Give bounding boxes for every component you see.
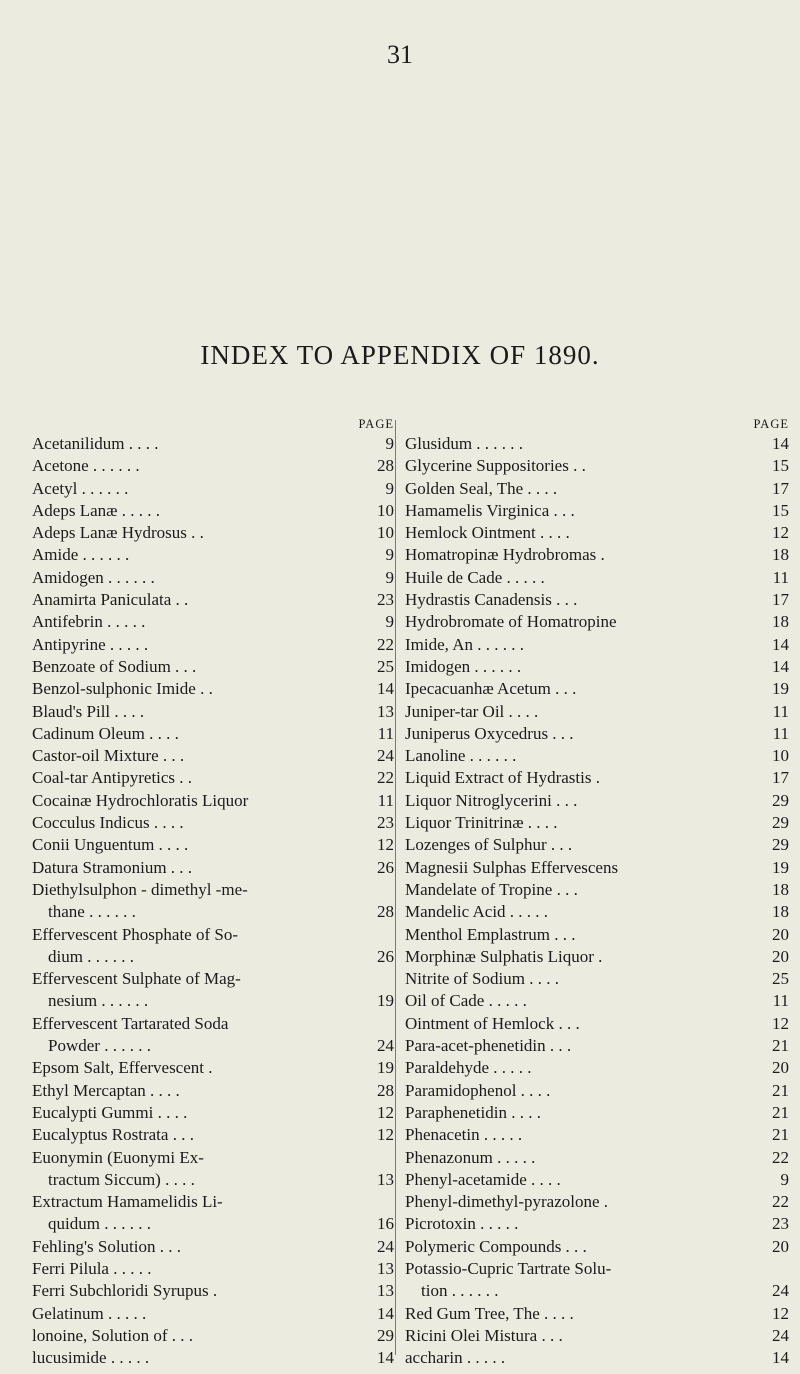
index-entry [32,678,394,700]
entry-text: Liquor Trinitrinæ . . . . [405,813,558,833]
entry-page: 28 [377,902,394,922]
entry-text: Acetyl . . . . . . [32,478,129,498]
entry-page: 13 [377,1169,394,1189]
entry-text: Ointment of Hemlock . . . [405,1013,580,1033]
index-entry [32,812,394,834]
entry-text: Lozenges of Sulphur . . . [405,835,573,855]
entry-text: Powder . . . . . . [48,1036,151,1056]
entry-page: 12 [377,835,394,855]
entry-page: 20 [772,946,789,966]
entry-text: Morphinæ Sulphatis Liquor . [405,946,603,966]
index-entry [405,924,789,946]
entry-text: Hydrastis Canadensis . . . [405,590,578,610]
entry-text: Glusidum . . . . . . [405,434,524,453]
index-entry [405,1280,789,1302]
entry-page: 13 [377,701,394,721]
index-entry [405,1169,789,1191]
entry-page: 14 [772,434,789,453]
entry-page: 22 [772,1192,789,1212]
index-entry [32,701,394,723]
index-title: INDEX TO APPENDIX OF 1890. [200,340,600,370]
index-entry [405,1057,789,1079]
entry-text: Datura Stramonium . . . [32,857,193,877]
index-entry [405,1325,789,1347]
entry-text: Mandelic Acid . . . . . [405,902,549,922]
entry-page: 26 [377,857,394,877]
index-entry [405,634,789,656]
entry-page: 11 [772,723,789,743]
entry-text: Menthol Emplastrum . . . [405,924,576,944]
entry-page: 11 [377,790,394,810]
entry-text: Effervescent Tartarated Soda [32,1013,229,1033]
entry-text: Hydrobromate of Homatropine [405,612,617,632]
entry-text: Para-acet-phenetidin . . . [405,1036,572,1056]
entry-text: Adeps Lanæ . . . . . [32,500,160,520]
entry-page: 23 [377,590,394,610]
entry-text: Ferri Subchloridi Syrupus . [32,1281,218,1301]
entry-text: Phenyl-acetamide . . . . [405,1169,561,1189]
index-entry [32,1213,394,1235]
entry-text: Cocainæ Hydrochloratis Liquor [32,790,249,810]
entry-text: Acetanilidum . . . . [32,434,159,453]
entry-page: 29 [377,1325,394,1345]
index-entry [32,745,394,767]
index-entry [405,611,789,633]
entry-page: 10 [772,746,789,766]
entry-text: Cadinum Oleum . . . . [32,723,179,743]
index-entry [32,723,394,745]
index-entry [32,857,394,879]
entry-text: Antifebrin . . . . . [32,612,146,632]
page-number: 31 [387,40,413,69]
entry-page: 11 [772,567,789,587]
entry-text: Paraldehyde . . . . . [405,1058,532,1078]
entry-page: 19 [772,679,789,699]
entry-page: 18 [772,879,789,899]
entry-page: 18 [772,902,789,922]
entry-page: 24 [377,746,394,766]
entry-page: 17 [772,768,789,788]
entry-text: Juniperus Oxycedrus . . . [405,723,574,743]
entry-text: tion . . . . . . [421,1281,499,1301]
entry-page: 17 [772,478,789,498]
entry-text: Effervescent Sulphate of Mag- [32,969,241,989]
index-entry [405,1258,789,1280]
index-entry [405,857,789,879]
entry-text: Picrotoxin . . . . . [405,1214,519,1234]
index-entry [405,901,789,923]
entry-page: 18 [772,612,789,632]
entry-text: Fehling's Solution . . . [32,1236,181,1256]
entry-page: 9 [385,567,394,587]
entry-text: thane . . . . . . [48,902,136,922]
entry-text: Liquid Extract of Hydrastis . [405,768,600,788]
index-entry [32,879,394,901]
entry-page: 14 [772,1348,789,1368]
entry-page: 23 [772,1214,789,1234]
entry-text: Castor-oil Mixture . . . [32,746,185,766]
entry-text: Paraphenetidin . . . . [405,1102,541,1122]
index-entry [32,924,394,946]
index-entry [405,1080,789,1102]
entry-text: quidum . . . . . . [48,1214,151,1234]
entry-page: 25 [772,969,789,989]
index-entry [405,1347,789,1369]
index-entry [32,1303,394,1325]
index-entry [32,1057,394,1079]
entry-page: 12 [377,1125,394,1145]
entry-page: 15 [772,456,789,476]
index-entry [405,968,789,990]
entry-text: tractum Siccum) . . . . [48,1169,195,1189]
index-entry [405,1035,789,1057]
entry-text: Potassio-Cupric Tartrate Solu- [405,1258,612,1278]
index-entry [32,1191,394,1213]
index-entry [32,567,394,589]
entry-page: 20 [772,924,789,944]
page-column-label: PAGE [753,417,789,431]
index-entry [32,478,394,500]
index-entry [405,1191,789,1213]
index-entry [32,455,394,477]
index-entry [32,522,394,544]
index-entry [405,589,789,611]
entry-text: Blaud's Pill . . . . [32,701,145,721]
entry-text: Eucalypti Gummi . . . . [32,1102,188,1122]
index-entry [405,1147,789,1169]
entry-page: 21 [772,1125,789,1145]
entry-page: 12 [772,523,789,543]
entry-page: 10 [377,500,394,520]
entry-page: 29 [772,835,789,855]
entry-text: Hamamelis Virginica . . . [405,500,575,520]
entry-text: Polymeric Compounds . . . [405,1236,587,1256]
entry-text: Conii Unguentum . . . . [32,835,189,855]
index-entry [32,656,394,678]
entry-text: Golden Seal, The . . . . [405,478,558,498]
entry-page: 13 [377,1258,394,1278]
entry-text: Juniper-tar Oil . . . . [405,701,539,721]
index-entry [405,990,789,1012]
index-entry [32,946,394,968]
entry-text: Adeps Lanæ Hydrosus . . [32,523,204,543]
entry-page: 22 [377,634,394,654]
entry-text: Magnesii Sulphas Effervescens [405,857,619,877]
index-entry [32,1169,394,1191]
entry-text: Oil of Cade . . . . . [405,991,527,1011]
index-entry [405,946,789,968]
entry-text: Mandelate of Tropine . . . [405,879,578,899]
entry-page: 21 [772,1080,789,1100]
index-entry [405,834,789,856]
entry-text: Coal-tar Antipyretics . . [32,768,193,788]
index-entry [32,1258,394,1280]
index-entry [32,1035,394,1057]
index-entry [405,656,789,678]
page-column-label: PAGE [358,417,394,431]
entry-text: Antipyrine . . . . . [32,634,149,654]
entry-page: 12 [772,1303,789,1323]
entry-text: Huile de Cade . . . . . [405,567,545,587]
entry-text: Anamirta Paniculata . . [32,590,189,610]
entry-page: 12 [772,1013,789,1033]
index-entry [405,433,789,455]
index-entry [32,634,394,656]
entry-page: 11 [772,701,789,721]
entry-text: Ipecacuanhæ Acetum . . . [405,679,577,699]
entry-text: Gelatinum . . . . . [32,1303,147,1323]
entry-text: Paramidophenol . . . . [405,1080,551,1100]
column-divider [395,420,396,1355]
entry-text: Ferri Pilula . . . . . [32,1258,152,1278]
index-entry [32,544,394,566]
entry-text: Homatropinæ Hydrobromas . [405,545,605,565]
entry-page: 10 [377,523,394,543]
entry-text: Benzoate of Sodium . . . [32,656,197,676]
entry-page: 9 [385,612,394,632]
entry-page: 9 [385,478,394,498]
index-entry [405,1013,789,1035]
entry-page: 16 [377,1214,394,1234]
entry-page: 14 [772,634,789,654]
index-entry [32,1280,394,1302]
entry-page: 9 [385,545,394,565]
entry-text: Red Gum Tree, The . . . . [405,1303,574,1323]
entry-text: Phenazonum . . . . . [405,1147,536,1167]
entry-page: 22 [377,768,394,788]
index-entry [405,567,789,589]
entry-page: 28 [377,1080,394,1100]
entry-text: Liquor Nitroglycerini . . . [405,790,578,810]
entry-text: Diethylsulphon - dimethyl -me- [32,879,248,899]
index-entry [405,1303,789,1325]
entry-text: Hemlock Ointment . . . . [405,523,570,543]
entry-text: nesium . . . . . . [48,991,149,1011]
index-entry [32,1347,394,1369]
entry-page: 24 [772,1325,789,1345]
entry-page: 15 [772,500,789,520]
entry-page: 24 [377,1236,394,1256]
entry-text: Phenacetin . . . . . [405,1125,523,1145]
index-entry [32,1102,394,1124]
entry-page: 26 [377,946,394,966]
entry-text: Extractum Hamamelidis Li- [32,1192,223,1212]
index-entry [32,1080,394,1102]
index-entry [405,544,789,566]
index-entry [405,879,789,901]
right-column [405,418,789,1369]
entry-page: 19 [772,857,789,877]
index-entry [405,1124,789,1146]
index-entry [405,455,789,477]
index-entry [405,1213,789,1235]
index-entry [32,433,394,455]
index-entry [405,522,789,544]
left-entries [32,433,394,1369]
entry-page: 25 [377,656,394,676]
entry-page: 14 [772,656,789,676]
entry-page: 19 [377,1058,394,1078]
entry-page: 20 [772,1058,789,1078]
entry-text: accharin . . . . . [405,1348,506,1368]
index-entry [405,812,789,834]
left-column [32,418,394,1369]
index-entry [32,968,394,990]
index-entry [32,990,394,1012]
entry-text: Acetone . . . . . . [32,456,140,476]
entry-text: Eucalyptus Rostrata . . . [32,1125,194,1145]
entry-page: 11 [377,723,394,743]
entry-page: 12 [377,1102,394,1122]
index-entry [405,701,789,723]
entry-text: lonoine, Solution of . . . [32,1325,194,1345]
index-entry [32,790,394,812]
entry-page: 24 [772,1281,789,1301]
index-entry [405,790,789,812]
entry-page: 11 [772,991,789,1011]
entry-text: Imide, An . . . . . . [405,634,524,654]
entry-page: 22 [772,1147,789,1167]
index-entry [405,678,789,700]
entry-text: Ethyl Mercaptan . . . . [32,1080,180,1100]
entry-text: dium . . . . . . [48,946,134,966]
index-entry [405,1236,789,1258]
entry-text: Glycerine Suppositories . . [405,456,586,476]
index-entry [32,589,394,611]
index-entry [32,901,394,923]
index-entry [32,611,394,633]
index-entry [32,1147,394,1169]
index-entry [405,478,789,500]
index-entry [405,723,789,745]
entry-page: 14 [377,1348,394,1368]
right-entries [405,433,789,1369]
entry-text: Cocculus Indicus . . . . [32,813,184,833]
entry-page: 23 [377,813,394,833]
entry-text: Epsom Salt, Effervescent . [32,1058,213,1078]
entry-text: Benzol-sulphonic Imide . . [32,679,213,699]
index-entry [32,1124,394,1146]
entry-text: Ricini Olei Mistura . . . [405,1325,563,1345]
entry-page: 18 [772,545,789,565]
index-entry [32,500,394,522]
entry-page: 14 [377,1303,394,1323]
entry-page: 19 [377,991,394,1011]
entry-text: Nitrite of Sodium . . . . [405,969,559,989]
entry-text: Lanoline . . . . . . [405,746,517,766]
index-entry [405,1102,789,1124]
entry-text: Amidogen . . . . . . [32,567,155,587]
entry-page: 29 [772,813,789,833]
entry-page: 17 [772,590,789,610]
entry-page: 21 [772,1036,789,1056]
entry-page: 29 [772,790,789,810]
index-entry [405,745,789,767]
index-entry [405,500,789,522]
entry-page: 24 [377,1036,394,1056]
entry-page: 21 [772,1102,789,1122]
entry-text: Effervescent Phosphate of So- [32,924,238,944]
entry-page: 14 [377,679,394,699]
entry-text: Imidogen . . . . . . [405,656,522,676]
entry-text: Phenyl-dimethyl-pyrazolone . [405,1192,609,1212]
entry-text: Amide . . . . . . [32,545,130,565]
entry-page: 9 [385,434,394,453]
entry-page: 20 [772,1236,789,1256]
entry-page: 9 [780,1169,789,1189]
entry-page: 28 [377,456,394,476]
index-entry [405,767,789,789]
index-entry [32,1236,394,1258]
entry-page: 13 [377,1281,394,1301]
entry-text: Euonymin (Euonymi Ex- [32,1147,204,1167]
index-entry [32,767,394,789]
index-entry [32,1325,394,1347]
index-entry [32,1013,394,1035]
index-entry [32,834,394,856]
entry-text: lucusimide . . . . . [32,1348,150,1368]
